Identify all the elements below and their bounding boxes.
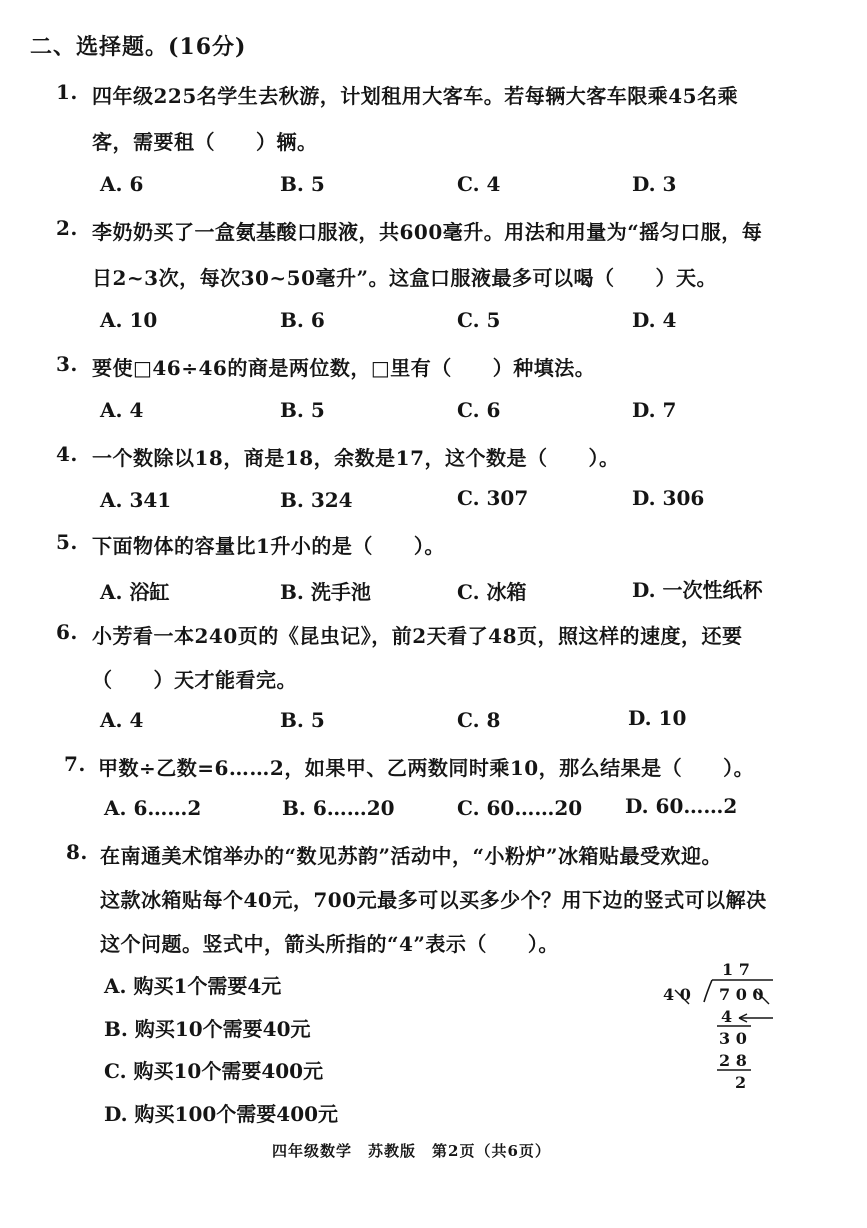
question-text-line: 下面物体的容量比1升小的是（ ）。 bbox=[92, 534, 445, 558]
option-d[interactable]: D. 购买100个需要400元 bbox=[104, 1102, 339, 1126]
option-b[interactable]: B. 5 bbox=[280, 172, 325, 196]
question-number: 7. bbox=[64, 752, 86, 776]
option-c[interactable]: C. 6 bbox=[457, 398, 501, 422]
question-number: 1. bbox=[56, 80, 78, 104]
question-number: 5. bbox=[56, 530, 78, 554]
option-d[interactable]: D. 60……2 bbox=[625, 794, 738, 818]
section-title: 二、选择题。(16分) bbox=[30, 34, 247, 60]
question-text-line: （ ）天才能看完。 bbox=[92, 668, 297, 692]
option-b[interactable]: B. 5 bbox=[280, 398, 325, 422]
question-number: 6. bbox=[56, 620, 78, 644]
final-remainder: 2 bbox=[735, 1073, 747, 1092]
option-d[interactable]: D. 7 bbox=[632, 398, 677, 422]
option-c[interactable]: C. 购买10个需要400元 bbox=[104, 1059, 324, 1083]
option-d[interactable]: D. 306 bbox=[632, 486, 705, 510]
dividend: 7 0 0 bbox=[719, 985, 764, 1004]
question-text-line: 四年级225名学生去秋游，计划租用大客车。若每辆大客车限乘45名乘 bbox=[92, 84, 739, 108]
option-c[interactable]: C. 60……20 bbox=[457, 796, 583, 820]
option-a[interactable]: A. 4 bbox=[100, 398, 144, 422]
option-c[interactable]: C. 冰箱 bbox=[457, 580, 527, 604]
question-text-line: 李奶奶买了一盒氨基酸口服液，共600毫升。用法和用量为“摇匀口服，每 bbox=[92, 220, 763, 244]
question-text-line: 这款冰箱贴每个40元，700元最多可以买多少个？用下边的竖式可以解决 bbox=[100, 888, 767, 912]
question-text-line: 日2~3次，每次30~50毫升”。这盒口服液最多可以喝（ ）天。 bbox=[92, 266, 718, 290]
option-d[interactable]: D. 10 bbox=[628, 706, 687, 730]
question-text-line: 小芳看一本240页的《昆虫记》，前2天看了48页，照这样的速度，还要 bbox=[92, 624, 743, 648]
divisor: 4 0 bbox=[663, 985, 691, 1004]
option-b[interactable]: B. 5 bbox=[280, 708, 325, 732]
option-c[interactable]: C. 4 bbox=[457, 172, 501, 196]
option-b[interactable]: B. 6 bbox=[280, 308, 325, 332]
option-b[interactable]: B. 6……20 bbox=[282, 796, 395, 820]
option-d[interactable]: D. 一次性纸杯 bbox=[632, 578, 763, 602]
question-number: 4. bbox=[56, 442, 78, 466]
option-c[interactable]: C. 8 bbox=[457, 708, 501, 732]
step-2-remainder: 3 0 bbox=[719, 1029, 747, 1048]
step-3-product: 2 8 bbox=[719, 1051, 747, 1070]
question-text-line: 这个问题。竖式中，箭头所指的“4”表示（ ）。 bbox=[100, 932, 559, 956]
option-b[interactable]: B. 洗手池 bbox=[280, 580, 371, 604]
question-text-line: 在南通美术馆举办的“数见苏韵”活动中，“小粉炉”冰箱贴最受欢迎。 bbox=[100, 844, 723, 868]
question-number: 8. bbox=[66, 840, 88, 864]
question-text-line: 要使□46÷46的商是两位数，□里有（ ）种填法。 bbox=[92, 356, 596, 380]
option-a[interactable]: A. 341 bbox=[100, 488, 172, 512]
option-a[interactable]: A. 6 bbox=[100, 172, 144, 196]
option-d[interactable]: D. 3 bbox=[632, 172, 677, 196]
question-text-line: 甲数÷乙数=6……2，如果甲、乙两数同时乘10，那么结果是（ ）。 bbox=[98, 756, 755, 780]
page-footer: 四年级数学 苏教版 第2页（共6页） bbox=[272, 1142, 551, 1160]
option-a[interactable]: A. 10 bbox=[100, 308, 158, 332]
option-b[interactable]: B. 购买10个需要40元 bbox=[104, 1017, 311, 1041]
question-text-line: 一个数除以18，商是18，余数是17，这个数是（ ）。 bbox=[92, 446, 620, 470]
question-number: 3. bbox=[56, 352, 78, 376]
division-bracket bbox=[704, 980, 712, 1002]
option-a[interactable]: A. 4 bbox=[100, 708, 144, 732]
step-1-product: 4 bbox=[721, 1007, 733, 1026]
option-d[interactable]: D. 4 bbox=[632, 308, 677, 332]
option-a[interactable]: A. 6……2 bbox=[104, 796, 202, 820]
question-text-line: 客，需要租（ ）辆。 bbox=[92, 130, 318, 154]
option-c[interactable]: C. 307 bbox=[457, 486, 529, 510]
option-a[interactable]: A. 购买1个需要4元 bbox=[104, 974, 282, 998]
question-number: 2. bbox=[56, 216, 78, 240]
option-b[interactable]: B. 324 bbox=[280, 488, 353, 512]
quotient: 1 7 bbox=[722, 960, 750, 979]
long-division-figure bbox=[655, 958, 785, 1098]
option-c[interactable]: C. 5 bbox=[457, 308, 501, 332]
option-a[interactable]: A. 浴缸 bbox=[100, 580, 170, 604]
